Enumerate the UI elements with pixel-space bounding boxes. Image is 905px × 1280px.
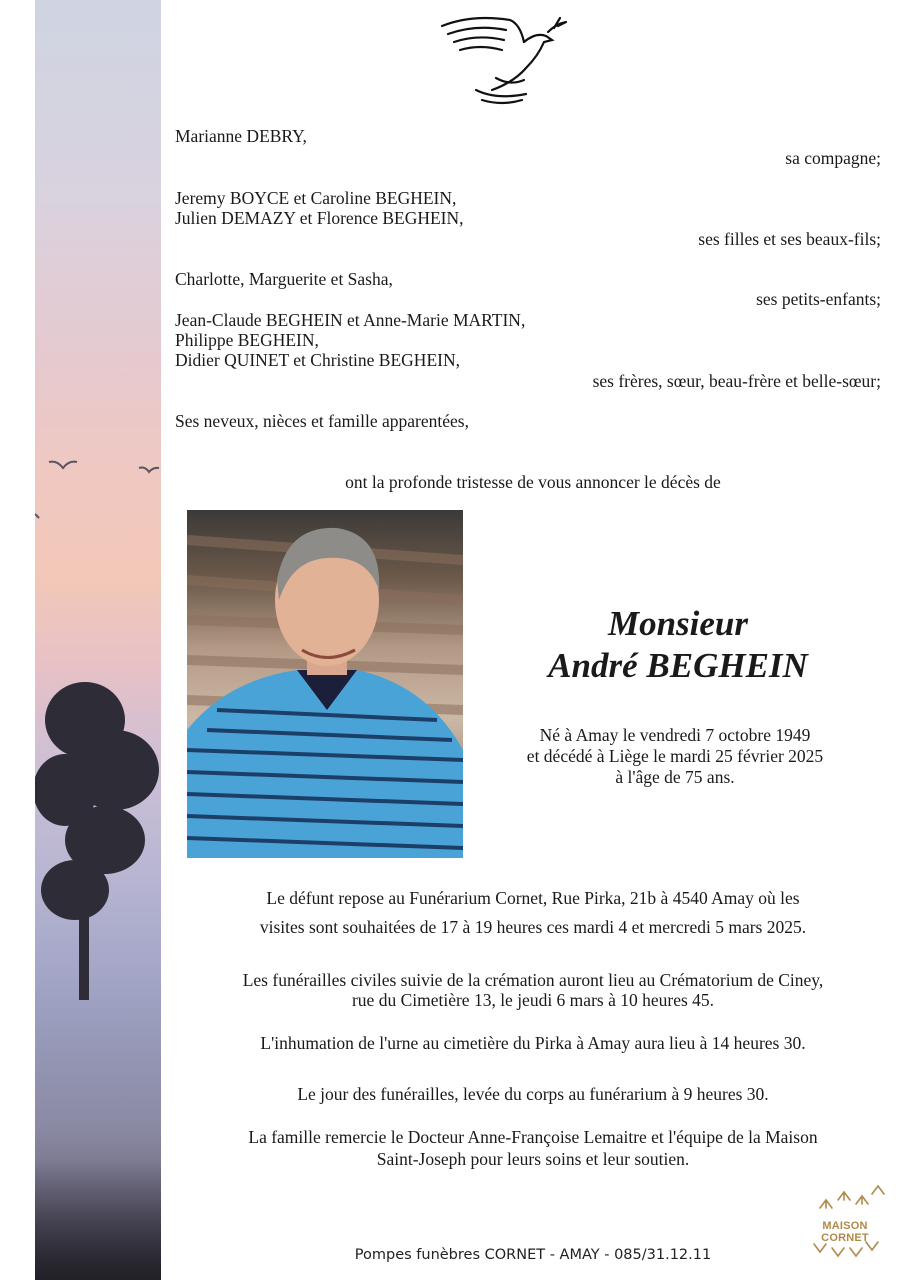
footer-contact: Pompes funèbres CORNET - AMAY - 085/31.12.11 (354, 1247, 712, 1263)
birth-line: Né à Amay le vendredi 7 octobre 1949 (539, 725, 811, 745)
dove-icon (436, 12, 571, 107)
portrait-photo (187, 510, 463, 858)
siblings-role: ses frères, sœur, beau-frère et belle-sœur; (592, 371, 881, 391)
logo-text: MAISON CORNET (821, 1220, 869, 1244)
siblings-line-1: Jean-Claude BEGHEIN et Anne-Marie MARTIN, (175, 310, 526, 330)
funeral-line-2: rue du Cimetière 13, le jeudi 6 mars à 10 heures 45. (351, 990, 715, 1010)
deceased-name: André BEGHEIN (548, 646, 808, 685)
children-line-2: Julien DEMAZY et Florence BEGHEIN, (175, 208, 464, 228)
partner-name: Marianne DEBRY, (175, 126, 307, 146)
thanks-line-2: Saint-Joseph pour leurs soins et leur soutien. (376, 1149, 690, 1169)
deceased-title: Monsieur (607, 604, 749, 643)
decorative-side-strip (35, 0, 161, 1280)
announcement-text: ont la profonde tristesse de vous annoncer le décès de (345, 472, 721, 492)
age-line: à l'âge de 75 ans. (615, 767, 735, 787)
birds-illustration (35, 450, 161, 530)
grandchildren-line: Charlotte, Marguerite et Sasha, (175, 269, 393, 289)
tree-silhouette (35, 680, 161, 1000)
visit-line-1: Le défunt repose au Funérarium Cornet, Rue Pirka, 21b à 4540 Amay où les (266, 888, 800, 908)
portrait-illustration (187, 510, 463, 858)
thanks-line-1: La famille remercie le Docteur Anne-Françoise Lemaitre et l'équipe de la Maison (248, 1127, 818, 1147)
levee-line: Le jour des funérailles, levée du corps au funérarium à 9 heures 30. (297, 1084, 769, 1104)
children-role: ses filles et ses beaux-fils; (698, 229, 881, 249)
grandchildren-role: ses petits-enfants; (756, 289, 881, 309)
urn-line: L'inhumation de l'urne au cimetière du Pirka à Amay aura lieu à 14 heures 30. (260, 1033, 806, 1053)
siblings-line-3: Didier QUINET et Christine BEGHEIN, (175, 350, 460, 370)
grass-silhouette (35, 1160, 161, 1280)
siblings-line-2: Philippe BEGHEIN, (175, 330, 319, 350)
funeral-line-1: Les funérailles civiles suivie de la crémation auront lieu au Crématorium de Ciney, (242, 970, 824, 990)
visit-line-2: visites sont souhaitées de 17 à 19 heures ces mardi 4 et mercredi 5 mars 2025. (259, 917, 807, 937)
extended-family: Ses neveux, nièces et famille apparentées, (175, 411, 469, 431)
children-line-1: Jeremy BOYCE et Caroline BEGHEIN, (175, 188, 457, 208)
death-line: et décédé à Liège le mardi 25 février 2025 (526, 746, 824, 766)
deceased-dates (470, 725, 880, 788)
partner-role: sa compagne; (785, 148, 881, 168)
